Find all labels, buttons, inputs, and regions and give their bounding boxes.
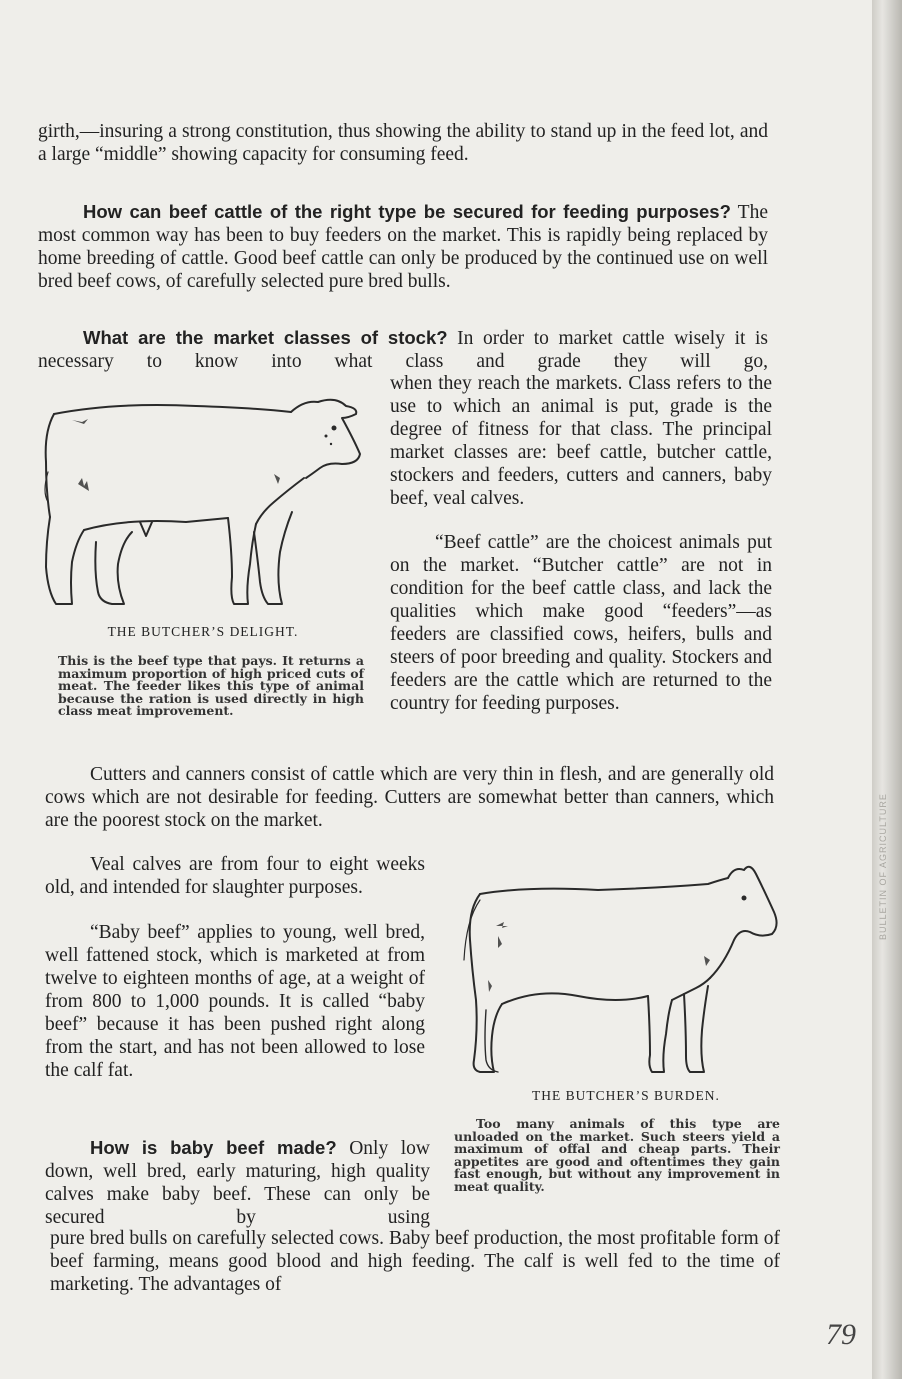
paragraph-market-classes-intro: What are the market classes of stock? In order to market cattle wisely it is necessary to know into what class and grade they will go, (38, 327, 769, 372)
paragraph-baby-beef-made-intro: How is baby beef made? Only low down, well bred, early maturing, high quality calves make baby beef. These can only be secured by using (45, 1137, 430, 1228)
butchers-burden-illustration (458, 860, 788, 1082)
question-market-classes: What are the market classes of stock? (83, 327, 448, 348)
paragraph-baby-beef-production: pure bred bulls on carefully selected cows. Baby beef production, the most profitable form of beef farming, means good blood and high feeding. The calf is well fed to the time of marketing. The advantages of (50, 1228, 780, 1295)
paragraph-beef-cattle: “Beef cattle” are the choicest animals put on the market. “Butcher cattle” are not in condition for the beef cattle class, and lack the qualities which make good “feeders”—as feeders are classified cows, heifers, bulls and steers of poor breeding and quality. Stockers and feeders are the cattle which are returned to the country for feeding purposes. (390, 532, 772, 714)
paragraph-right-type: How can beef cattle of the right type be secured for feeding purposes? The most common way has been to buy feeders on the market. This is rapidly being replaced by home breeding of cattle. Good beef cattle can only be produced by the continued use on well bred beef cows, of carefully selected pure bred bulls. (38, 201, 768, 292)
figure-title-delight: THE BUTCHER’S DELIGHT. (107, 624, 299, 639)
butchers-delight-illustration (36, 392, 366, 612)
figure-caption-delight: This is the beef type that pays. It returns a maximum proportion of high priced cuts of meat. The feeder likes this type of animal because the ration is used directly in high class meat improvement. (58, 653, 364, 718)
binding-text: BULLETIN OF AGRICULTURE (878, 793, 888, 940)
paragraph-girth: girth,—insuring a strong constitution, thus showing the ability to stand up in the feed lot, and a large “middle” showing capacity for consuming feed. (38, 121, 768, 165)
paragraph-cutters-canners: Cutters and canners consist of cattle which are very thin in flesh, and are generally old cows which are not desirable for feeding. Cutters are somewhat better than canners, which are the poorest stock on the market. (45, 764, 774, 831)
figure-title-burden: THE BUTCHER’S BURDEN. (532, 1088, 720, 1103)
paragraph-market-classes: when they reach the markets. Class refers to the use to which an animal is put, grade is the degree of fitness for that class. The principal market classes are: beef cattle, butcher cattle, stockers and feeders, cutters and canners, baby beef, veal calves. (390, 373, 772, 509)
paragraph-veal-calves: Veal calves are from four to eight weeks old, and intended for slaughter purposes. (45, 854, 425, 898)
question-right-type: How can beef cattle of the right type be secured for feeding purposes? (83, 201, 731, 222)
figure-caption-burden: Too many animals of this type are unloaded on the market. Such steers yield a maximum of offal and cheap parts. Their appetites are good and oftentimes they gain fast enough, but without any improvement in meat quality. (454, 1116, 780, 1194)
paragraph-baby-beef: “Baby beef” applies to young, well bred, well fattened stock, which is marketed at from twelve to eighteen months of age, at a weight of from 800 to 1,000 pounds. It is called “baby beef” because it has been pushed right along from the start, and has not been allowed to lose the calf fat. (45, 922, 425, 1081)
question-baby-beef-made: How is baby beef made? (90, 1137, 337, 1158)
page-number: 79 (826, 1318, 856, 1351)
